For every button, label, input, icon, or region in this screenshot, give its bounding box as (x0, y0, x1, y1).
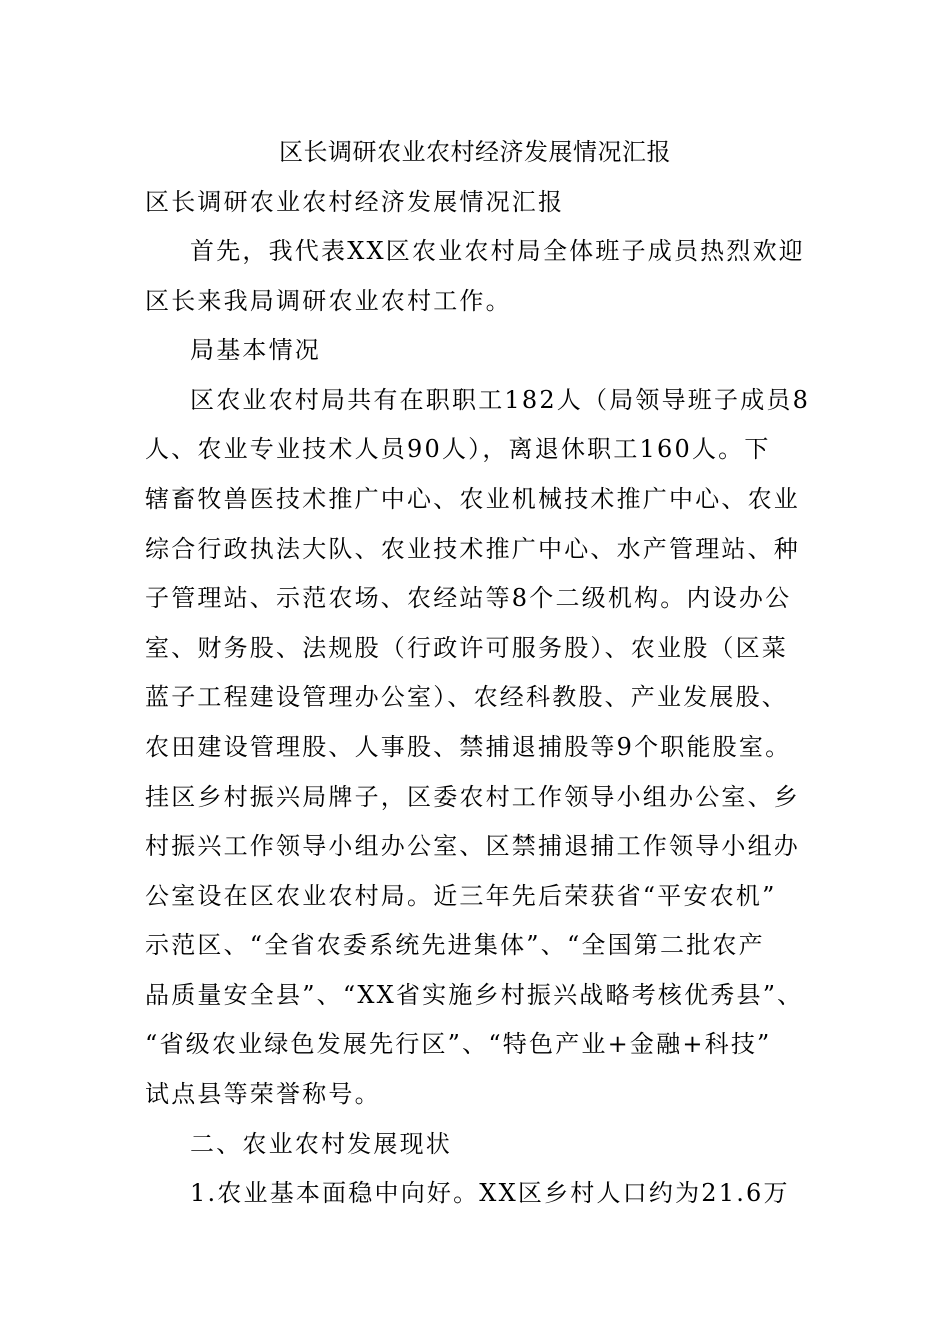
section-heading: 二、农业农村发展现状 (190, 1130, 452, 1158)
paragraph-line: 区长来我局调研农业农村工作。 (145, 287, 512, 315)
paragraph-line: 试点县等荣誉称号。 (145, 1080, 381, 1108)
paragraph-line: 村振兴工作领导小组办公室、区禁捕退捕工作领导小组办 (145, 832, 800, 860)
paragraph-line: 室、财务股、法规股（行政许可服务股）、农业股（区菜 (145, 634, 788, 662)
subtitle-line: 区长调研农业农村经济发展情况汇报 (145, 188, 565, 216)
paragraph-line: 子管理站、示范农场、农经站等8个二级机构。内设办公 (145, 584, 792, 612)
paragraph-line: 首先，我代表XX区农业农村局全体班子成员热烈欢迎 (190, 237, 805, 265)
paragraph-line: 公室设在区农业农村局。近三年先后荣获省“平安农机” (145, 882, 777, 910)
paragraph-line: 挂区乡村振兴局牌子，区委农村工作领导小组办公室、乡 (145, 783, 800, 811)
paragraph-line: 综合行政执法大队、农业技术推广中心、水产管理站、种 (145, 535, 800, 563)
paragraph-line: 辖畜牧兽医技术推广中心、农业机械技术推广中心、农业 (145, 485, 800, 513)
paragraph-line: 品质量安全县”、“XX省实施乡村振兴战略考核优秀县”、 (145, 981, 804, 1009)
paragraph-line: “省级农业绿色发展先行区”、“特色产业+金融+科技” (145, 1030, 772, 1058)
paragraph-line: 蓝子工程建设管理办公室）、农经科教股、产业发展股、 (145, 683, 788, 711)
section-heading: 局基本情况 (190, 336, 321, 364)
paragraph-line: 人、农业专业技术人员90人），离退休职工160人。下 (145, 435, 771, 463)
paragraph-line: 1.农业基本面稳中向好。XX区乡村人口约为21.6万 (190, 1179, 790, 1207)
document-title: 区长调研农业农村经济发展情况汇报 (279, 138, 671, 166)
paragraph-line: 示范区、“全省农委系统先进集体”、“全国第二批农产 (145, 931, 765, 959)
paragraph-line: 区农业农村局共有在职职工182人（局领导班子成员8 (190, 386, 811, 414)
paragraph-line: 农田建设管理股、人事股、禁捕退捕股等9个职能股室。 (145, 733, 792, 761)
